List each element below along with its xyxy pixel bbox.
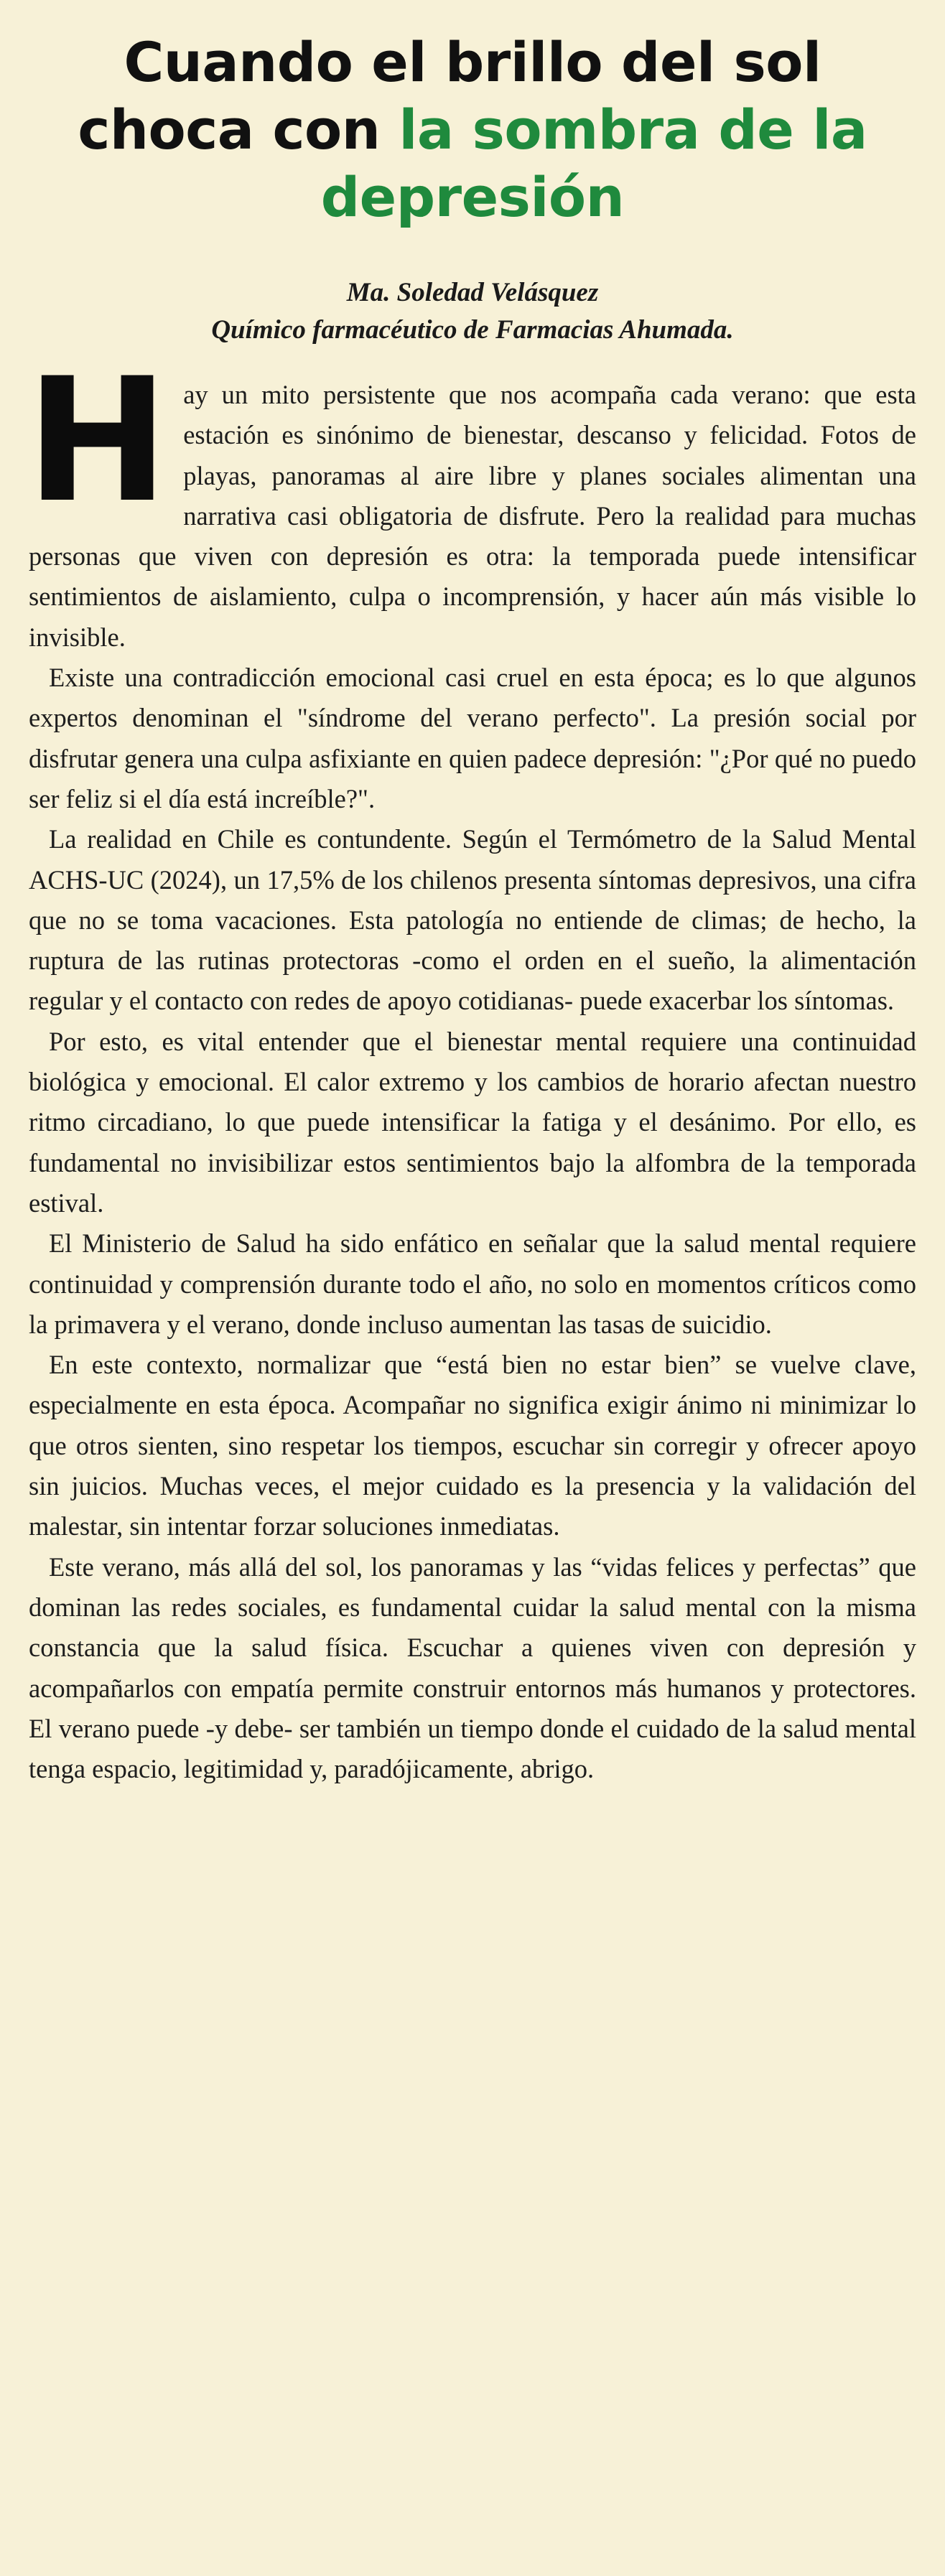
paragraph-1-text: ay un mito persistente que nos acompaña cada verano: que esta estación es sinónimo de bienestar, descanso y felicidad. Fotos de playas, panoramas al aire libre y planes sociales alimentan una narrativa casi obligatoria de disfrute. Pero la realidad para muchas personas que viven con depresión es otra: la temporada puede intensificar sentimientos de aislamiento, culpa o incomprensión, y hacer aún más visible lo invisible. [29,380,916,652]
paragraph-2: Existe una contradicción emocional casi cruel en esta época; es lo que algunos expertos denominan el "síndrome del verano perfecto". La presión social por disfrutar genera una culpa asfixiante en quien padece depresión: "¿Por qué no puedo ser feliz si el día está increíble?". [29,663,916,813]
paragraph-6: En este contexto, normalizar que “está bien no estar bien” se vuelve clave, especialmente en esta época. Acompañar no significa exigir ánimo ni minimizar lo que otros sienten, sino respetar los tiempos, escuchar sin corregir y ofrecer apoyo sin juicios. Muchas veces, el mejor cuidado es la presencia y la validación del malestar, sin intentar forzar soluciones inmediatas. [29,1350,916,1541]
headline [29,29,916,231]
paragraph-3: La realidad en Chile es contundente. Según el Termómetro de la Salud Mental ACHS-UC (2024), un 17,5% de los chilenos presenta síntomas depresivos, una cifra que no se toma vacaciones. Esta patología no entiende de climas; de hecho, la ruptura de las rutinas protectoras -como el orden en el sueño, la alimentación regular y el contacto con redes de apoyo cotidianas- puede exacerbar los síntomas. [29,824,916,1016]
headline-accent: la sombra de la depresión [320,98,867,229]
drop-cap: H [26,342,169,541]
byline-author: Ma. Soledad Velásquez [346,278,599,307]
byline-role: Químico farmacéutico de Farmacias Ahumada. [211,315,734,345]
byline [29,274,916,349]
headline-main: Cuando el brillo del sol choca con [78,30,821,162]
article-body [26,342,916,1789]
paragraph-7: Este verano, más allá del sol, los panoramas y las “vidas felices y perfectas” que dominan las redes sociales, es fundamental cuidar la salud mental con la misma constancia que la salud física. Escuchar a quienes viven con depresión y acompañarlos con empatía permite construir entornos más humanos y protectores. El verano puede -y debe- ser también un tiempo donde el cuidado de la salud mental tenga espacio, legitimidad y, paradójicamente, abrigo. [29,1551,916,1784]
paragraph-1 [26,342,916,658]
paragraph-5: El Ministerio de Salud ha sido enfático en señalar que la salud mental requiere continuidad y comprensión durante todo el año, no solo en momentos críticos como la primavera y el verano, donde incluso aumentan las tasas de suicidio. [29,1228,916,1339]
paragraph-4: Por esto, es vital entender que el bienestar mental requiere una continuidad biológica y emocional. El calor extremo y los cambios de horario afectan nuestro ritmo circadiano, lo que puede intensificar la fatiga y el desánimo. Por ello, es fundamental no invisibilizar estos sentimientos bajo la alfombra de la temporada estival. [29,1026,916,1218]
